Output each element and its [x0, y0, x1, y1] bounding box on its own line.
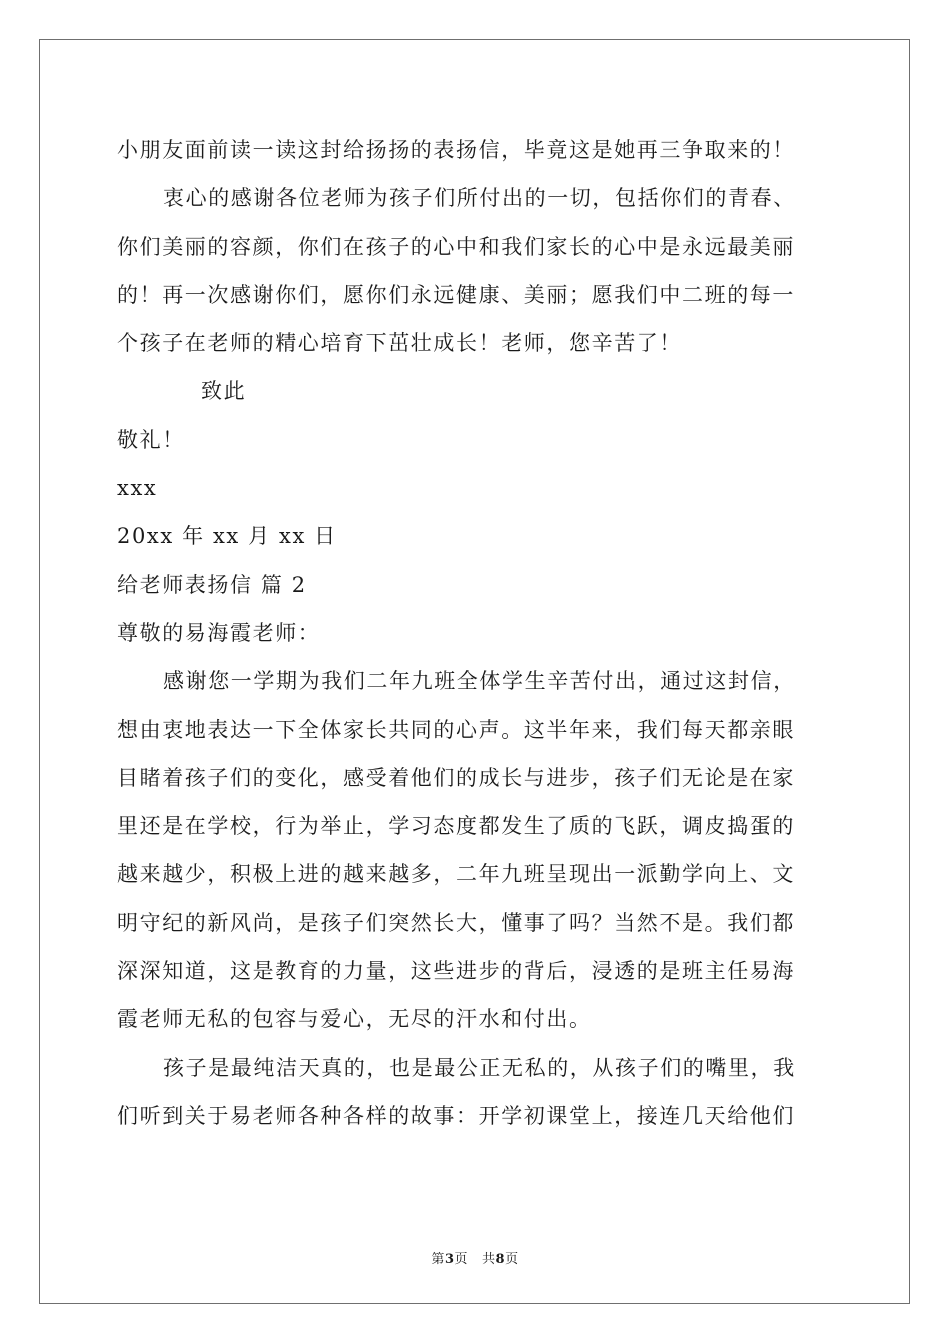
- text-line: 们听到关于易老师各种各样的故事：开学初课堂上，接连几天给他们: [117, 1103, 795, 1128]
- text-line: 深深知道，这是教育的力量，这些进步的背后，浸透的是班主任易海: [117, 959, 795, 984]
- text-line: 小朋友面前读一读这封给扬扬的表扬信，毕竟这是她再三争取来的！: [117, 138, 795, 162]
- text-line: 你们美丽的容颜，你们在孩子的心中和我们家长的心中是永远最美丽: [117, 234, 795, 259]
- letter-body: [117, 126, 833, 1140]
- paragraph-first-line: 孩子是最纯洁天真的，也是最公正无私的，从孩子们的嘴里，我: [163, 1055, 796, 1080]
- text-line: 明守纪的新风尚，是孩子们突然长大，懂事了吗？当然不是。我们都: [117, 910, 795, 935]
- closing-salutation: 致此: [201, 379, 247, 404]
- current-page-number: 3: [444, 1252, 455, 1267]
- text-line: 想由衷地表达一下全体家长共同的心声。这半年来，我们每天都亲眼: [117, 717, 795, 742]
- total-pages-number: 8: [495, 1252, 506, 1267]
- letter-date: 20xx 年 xx 月 xx 日: [117, 524, 337, 549]
- total-prefix: 共: [482, 1252, 496, 1267]
- paragraph-first-line: 感谢您一学期为我们二年九班全体学生辛苦付出，通过这封信，: [163, 669, 796, 694]
- signature: xxx: [117, 476, 158, 501]
- page-suffix: 页: [454, 1252, 468, 1267]
- page-prefix: 第: [431, 1252, 445, 1267]
- page-footer: [0, 1248, 950, 1267]
- text-line: 霞老师无私的包容与爱心，无尽的汗水和付出。: [117, 1007, 592, 1032]
- section-heading: 给老师表扬信 篇 2: [117, 572, 307, 597]
- text-line: 的！再一次感谢你们，愿你们永远健康、美丽；愿我们中二班的每一: [117, 282, 795, 307]
- text-line: 目睹着孩子们的变化，感受着他们的成长与进步，孩子们无论是在家: [117, 765, 795, 790]
- letter-greeting: 尊敬的易海霞老师：: [117, 620, 321, 645]
- paragraph-first-line: 衷心的感谢各位老师为孩子们所付出的一切，包括你们的青春、: [163, 186, 796, 211]
- text-line: 个孩子在老师的精心培育下茁壮成长！老师，您辛苦了！: [117, 331, 682, 356]
- text-line: 越来越少，积极上进的越来越多，二年九班呈现出一派勤学向上、文: [117, 862, 795, 887]
- closing-regards: 敬礼！: [117, 427, 185, 452]
- total-suffix: 页: [505, 1252, 519, 1267]
- text-line: 里还是在学校，行为举止，学习态度都发生了质的飞跃，调皮捣蛋的: [117, 814, 795, 839]
